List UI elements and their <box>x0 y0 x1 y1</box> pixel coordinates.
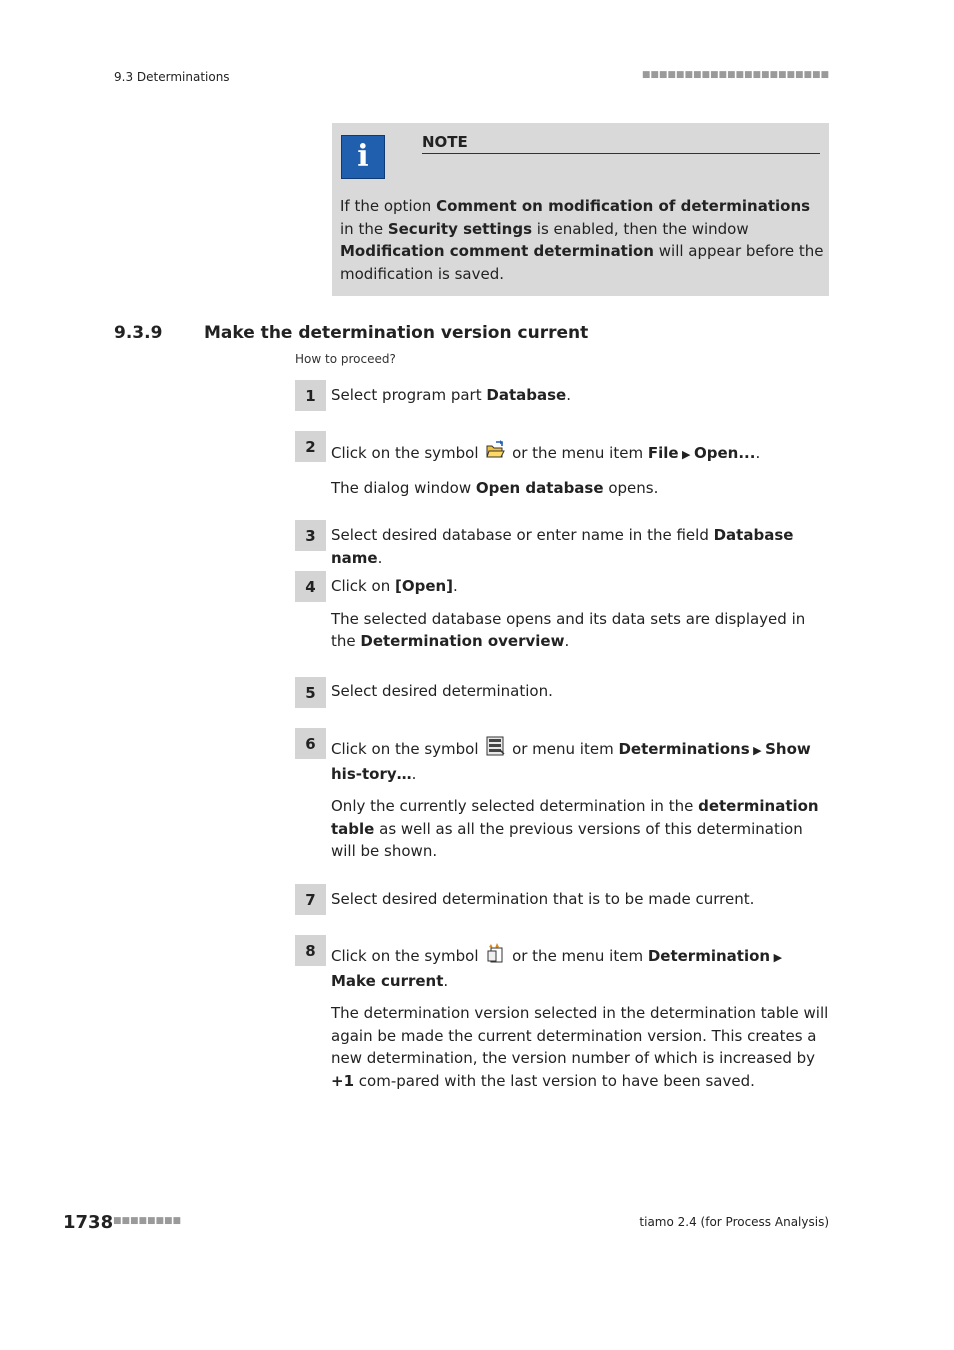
info-icon <box>341 135 385 179</box>
step-text <box>331 575 829 653</box>
step-text <box>331 736 829 863</box>
step-text <box>331 943 829 1092</box>
step-text <box>331 524 829 569</box>
product-name: tiamo 2.4 (for Process Analysis) <box>639 1215 829 1229</box>
step-bold: Show his-tory… <box>331 740 811 783</box>
step-text-part: Click on the symbol <box>331 740 484 758</box>
step-text-part: . <box>755 444 761 462</box>
step-text <box>331 440 829 499</box>
step-text-part: . <box>453 577 458 595</box>
header-dots: ■■■■■■■■■■■■■■■■■■■■■■ <box>641 70 829 80</box>
note-bold-window: Modification comment determination <box>340 242 654 260</box>
step-bold: Database name <box>331 526 794 567</box>
note-text-part: in the <box>340 219 388 238</box>
step-result-part: com-pared with the last version to have been saved. <box>354 1071 755 1090</box>
note-box <box>332 123 829 296</box>
step-text-part: Select desired database or enter name in the field <box>331 526 714 544</box>
step-text <box>331 384 829 407</box>
step-number: 3 <box>295 520 326 551</box>
step-result-bold: Determination overview <box>360 632 565 650</box>
open-folder-icon <box>485 440 505 460</box>
step-text-part: or the menu item <box>507 444 648 462</box>
note-bold-security: Security settings <box>387 219 533 238</box>
step-result-part: . <box>564 632 570 650</box>
step-bold: Database <box>486 386 567 404</box>
step-text-part: . <box>443 971 449 990</box>
step-bold: [Open] <box>394 577 454 595</box>
page-number: 1738 <box>63 1212 114 1233</box>
step-number: 1 <box>295 380 326 411</box>
make-current-icon <box>485 943 505 963</box>
step-bold: Determination <box>647 947 771 965</box>
step-number: 5 <box>295 677 326 708</box>
step-result-part: The determination version selected in the determination table will again be made the current determination version. This creates a new determination, the version number of which is increased by <box>331 1004 829 1067</box>
menu-arrow: ▶ <box>770 951 783 964</box>
info-icon-glyph: i <box>357 139 369 174</box>
note-title: NOTE <box>422 133 820 154</box>
step-result-bold: determination table <box>331 797 819 838</box>
step-text <box>331 680 829 703</box>
page-header-label: 9.3 Determinations <box>114 70 230 84</box>
step-bold: Determinations <box>618 740 750 758</box>
step-bold: Open... <box>694 444 756 462</box>
step-text-part: Click on <box>331 577 395 595</box>
section-number: 9.3.9 <box>114 323 163 343</box>
note-text <box>340 195 824 285</box>
step-number: 8 <box>295 935 326 966</box>
note-text-part: will appear before the modification is saved. <box>340 242 824 283</box>
step-result-part: Only the currently selected determination in the <box>331 797 699 815</box>
step-result-part: The selected database opens and its data sets are displayed in the <box>331 609 806 650</box>
step-text-part: . <box>377 548 383 567</box>
step-text-part: . <box>566 386 571 404</box>
step-result-part: opens. <box>603 478 659 497</box>
history-icon <box>485 736 505 756</box>
step-text-part: Select program part <box>331 386 487 404</box>
step-text-part: or the menu item <box>507 947 648 965</box>
step-number: 6 <box>295 728 326 759</box>
step-result-bold: Open database <box>475 478 604 497</box>
step-bold: File <box>647 444 679 462</box>
step-number: 4 <box>295 571 326 602</box>
footer-dots: ■■■■■■■■ <box>113 1216 182 1226</box>
step-number: 7 <box>295 884 326 915</box>
step-text-part: Select desired determination. <box>331 682 553 700</box>
note-bold-option: Comment on modification of determinations <box>436 197 811 215</box>
menu-arrow: ▶ <box>678 448 694 461</box>
note-text-part: is enabled, then the window <box>532 219 749 238</box>
step-number: 2 <box>295 431 326 462</box>
step-text-part: Select desired determination that is to be made current. <box>331 890 755 908</box>
step-result-bold: +1 <box>331 1071 355 1090</box>
menu-arrow: ▶ <box>749 744 766 757</box>
step-result-part: The dialog window <box>331 478 476 497</box>
step-text-part: . <box>411 764 417 783</box>
step-text-part: Click on the symbol <box>331 947 484 965</box>
note-text-part: If the option <box>340 197 437 215</box>
how-to-proceed: How to proceed? <box>295 352 396 366</box>
step-bold: Make current <box>331 971 444 990</box>
step-text <box>331 888 829 911</box>
step-text-part: Click on the symbol <box>331 444 484 462</box>
step-text-part: or menu item <box>507 740 619 758</box>
section-title: Make the determination version current <box>204 323 589 343</box>
step-result-part: as well as all the previous versions of this determination will be shown. <box>331 819 803 860</box>
